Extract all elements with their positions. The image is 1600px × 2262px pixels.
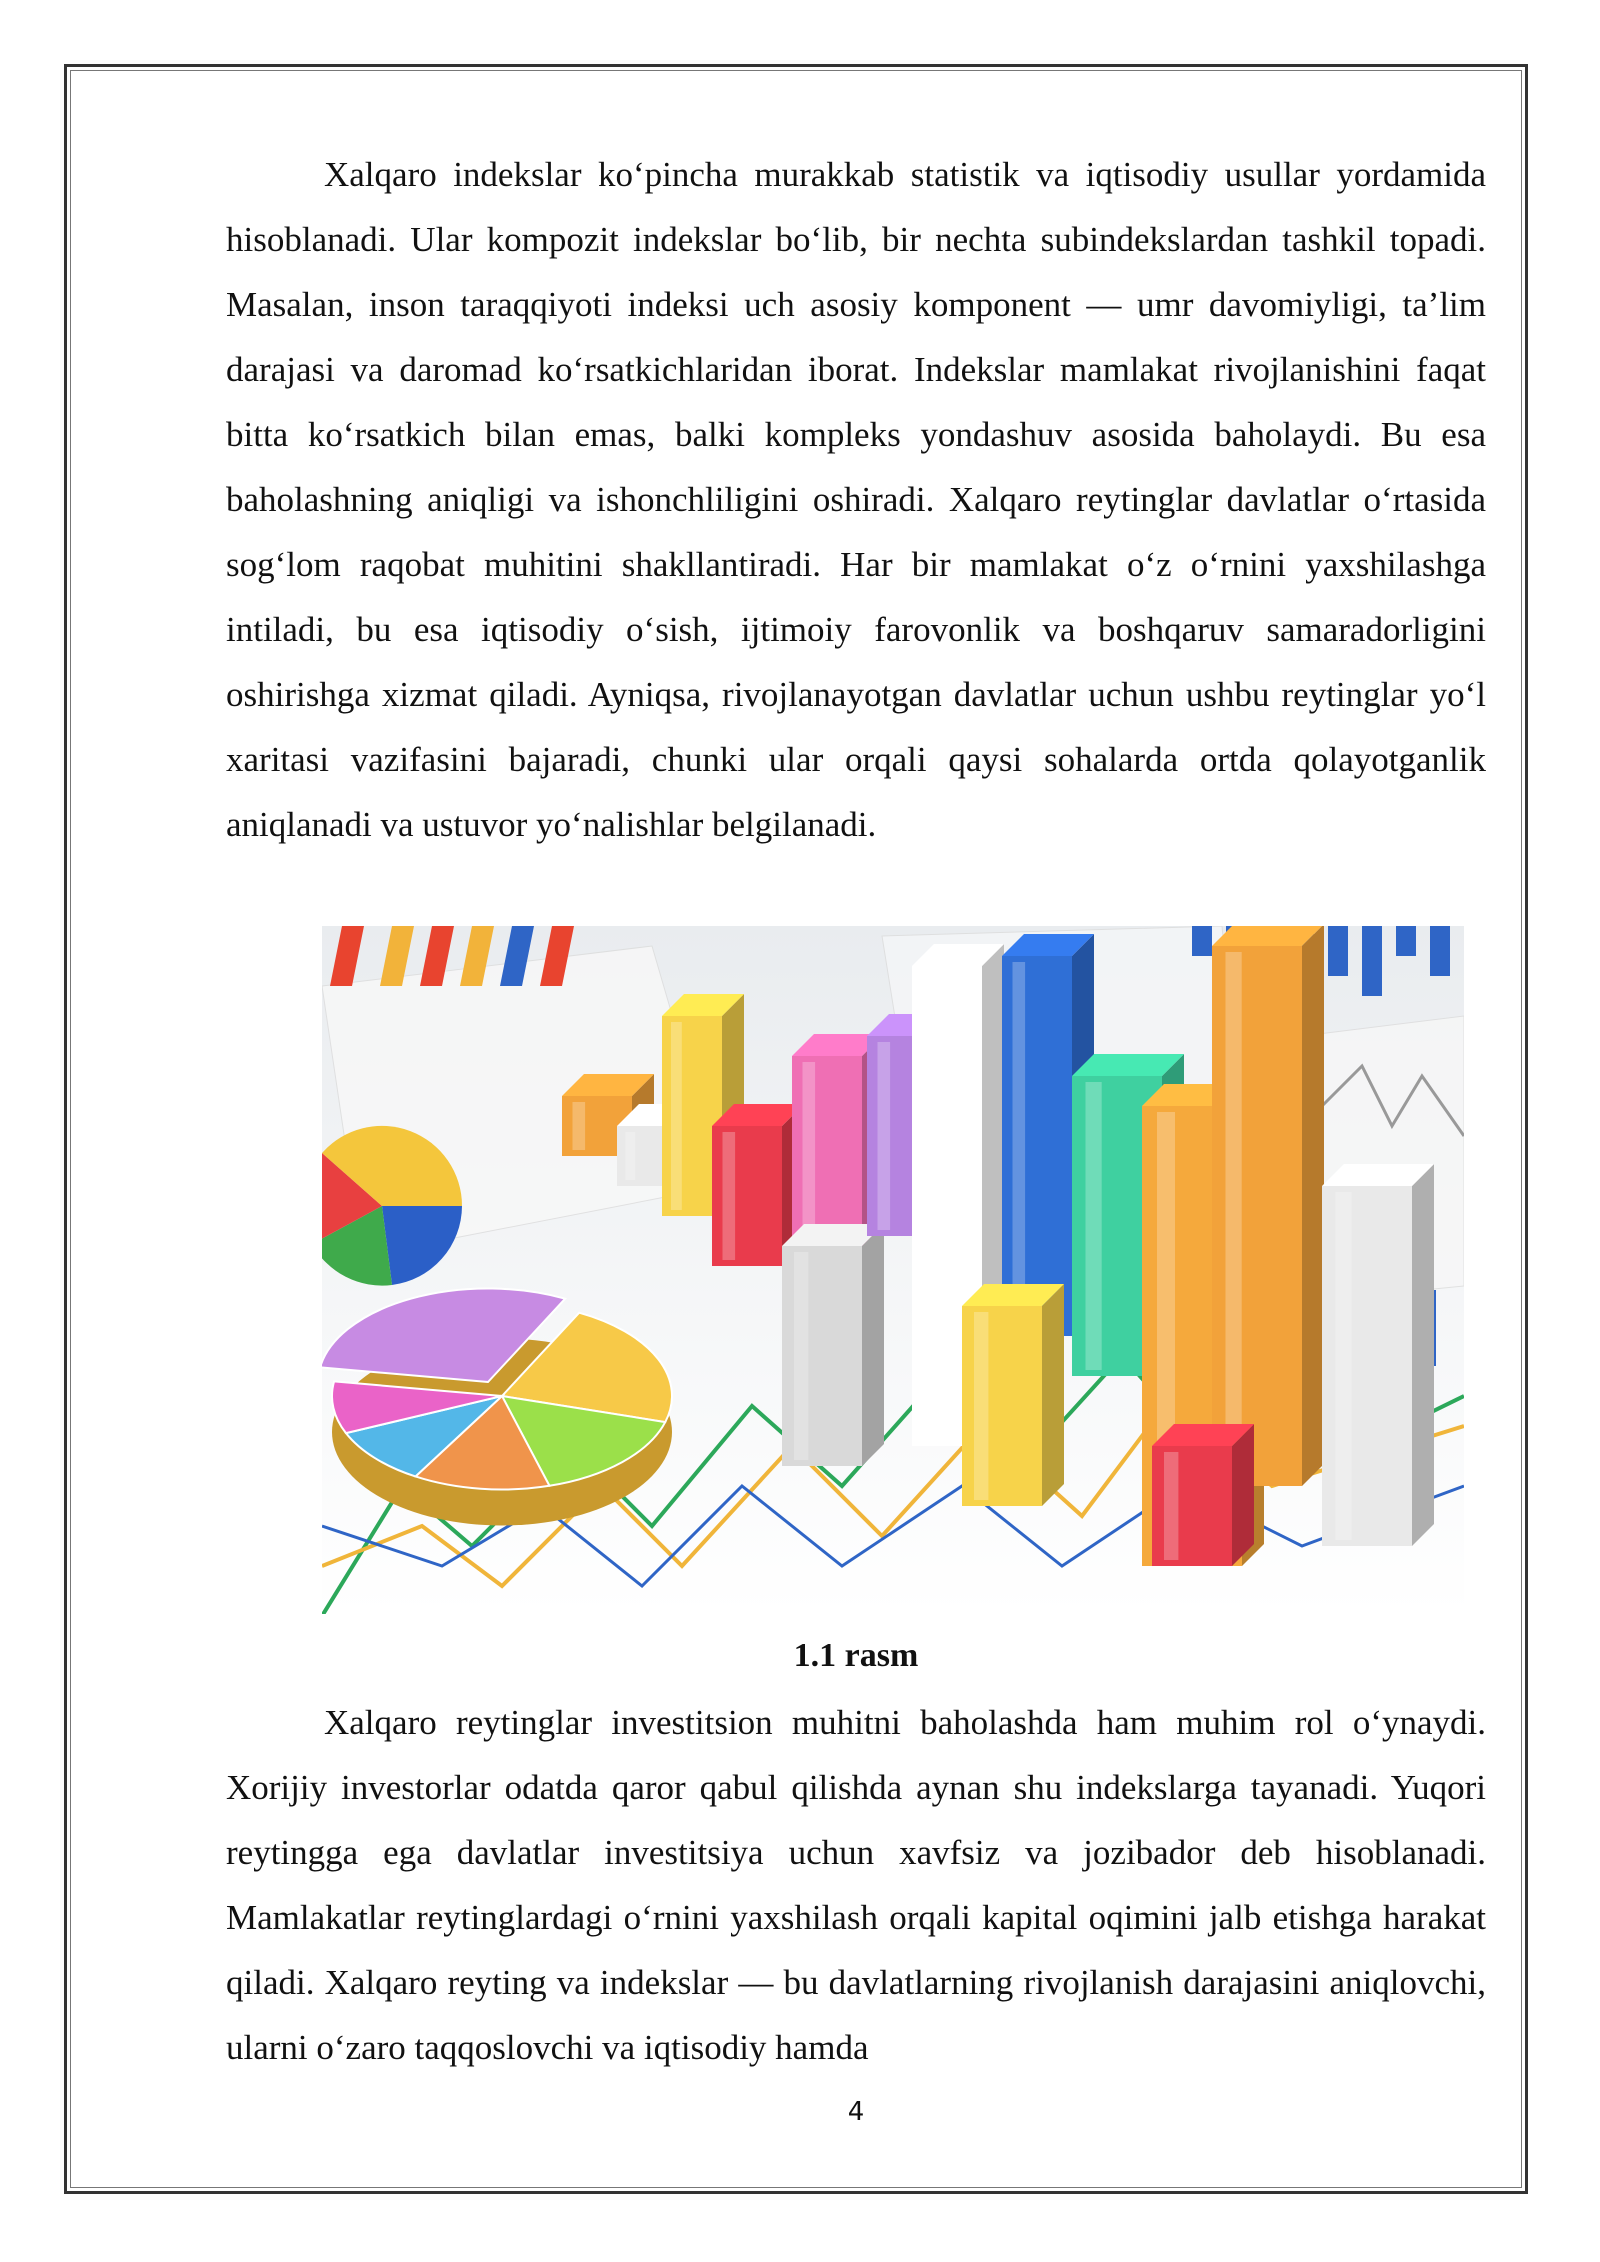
bar-side xyxy=(1412,1164,1434,1546)
bar-highlight xyxy=(1086,1082,1102,1370)
decor-bar xyxy=(1430,926,1450,976)
bar-side xyxy=(1302,926,1324,1486)
bar-highlight xyxy=(1164,1452,1178,1560)
decor-bar xyxy=(1362,926,1382,996)
paragraph-2-text: Xalqaro reytinglar investitsion muhitni baholashda ham muhim rol o‘ynaydi. Xorijiy investorlar odatda qaror qabul qilishda aynan shu indekslarga tayanadi. Yuqori reytingga ega davlatlar investitsiya uchun xavfsiz va jozibador deb hisoblanadi. Mamlakatlar reytinglardagi o‘rnini yaxshilash orqali kapital oqimini jalb etishga harakat qiladi. Xalqaro reyting va indekslar — bu davlatlarning rivojlanish darajasini aniqlovchi, ularni o‘zaro taqqoslovchi va iqtisodiy hamda xyxy=(226,1703,1486,2067)
paragraph-1 xyxy=(226,142,1486,857)
bar-highlight xyxy=(1226,952,1242,1480)
decor-bar xyxy=(1328,926,1348,976)
bar-highlight xyxy=(878,1042,891,1230)
decor-bar xyxy=(1192,926,1212,956)
figure-caption: 1.1 rasm xyxy=(793,1637,919,1674)
bar-highlight xyxy=(625,1132,635,1180)
page-number: 4 xyxy=(847,2097,865,2127)
decor-bar xyxy=(1396,926,1416,956)
bar-highlight xyxy=(723,1132,736,1260)
bar-side xyxy=(862,1224,884,1466)
chart-collage-illustration xyxy=(322,926,1464,1614)
bar-highlight xyxy=(1336,1192,1352,1540)
figure-image xyxy=(322,926,1464,1614)
bar-highlight xyxy=(794,1252,808,1460)
bar-highlight xyxy=(974,1312,988,1500)
paragraph-1-text: Xalqaro indekslar ko‘pincha murakkab statistik va iqtisodiy usullar yordamida hisoblanadi. Ular kompozit indekslar bo‘lib, bir nechta subindekslardan tashkil topadi. Masalan, inson taraqqiyoti indeksi uch asosiy komponent — umr davomiyligi, ta’lim darajasi va daromad ko‘rsatkichlaridan iborat. Indekslar mamlakat rivojlanishini faqat bitta ko‘rsatkich bilan emas, balki kompleks yondashuv asosida baholaydi. Bu esa baholashning aniqligi va ishonchliligini oshiradi. Xalqaro reytinglar davlatlar o‘rtasida sog‘lom raqobat muhitini shakllantiradi. Har bir mamlakat o‘z o‘rnini yaxshilashga intiladi, bu esa iqtisodiy o‘sish, ijtimoiy farovonlik va boshqaruv samaradorligini oshirishga xizmat qiladi. Ayniqsa, rivojlanayotgan davlatlar uchun ushbu reytinglar yo‘l xaritasi vazifasini bajaradi, chunki ular orqali qaysi sohalarda ortda qolayotganlik aniqlanadi va ustuvor yo‘nalishlar belgilanadi. xyxy=(226,155,1486,844)
bar-highlight xyxy=(573,1102,586,1150)
bar-side xyxy=(1042,1284,1064,1506)
bar-highlight xyxy=(1013,962,1026,1330)
paragraph-2 xyxy=(226,1690,1486,2080)
bar-highlight xyxy=(923,972,936,1440)
bar-highlight xyxy=(671,1022,682,1210)
bar-side xyxy=(1232,1424,1254,1566)
